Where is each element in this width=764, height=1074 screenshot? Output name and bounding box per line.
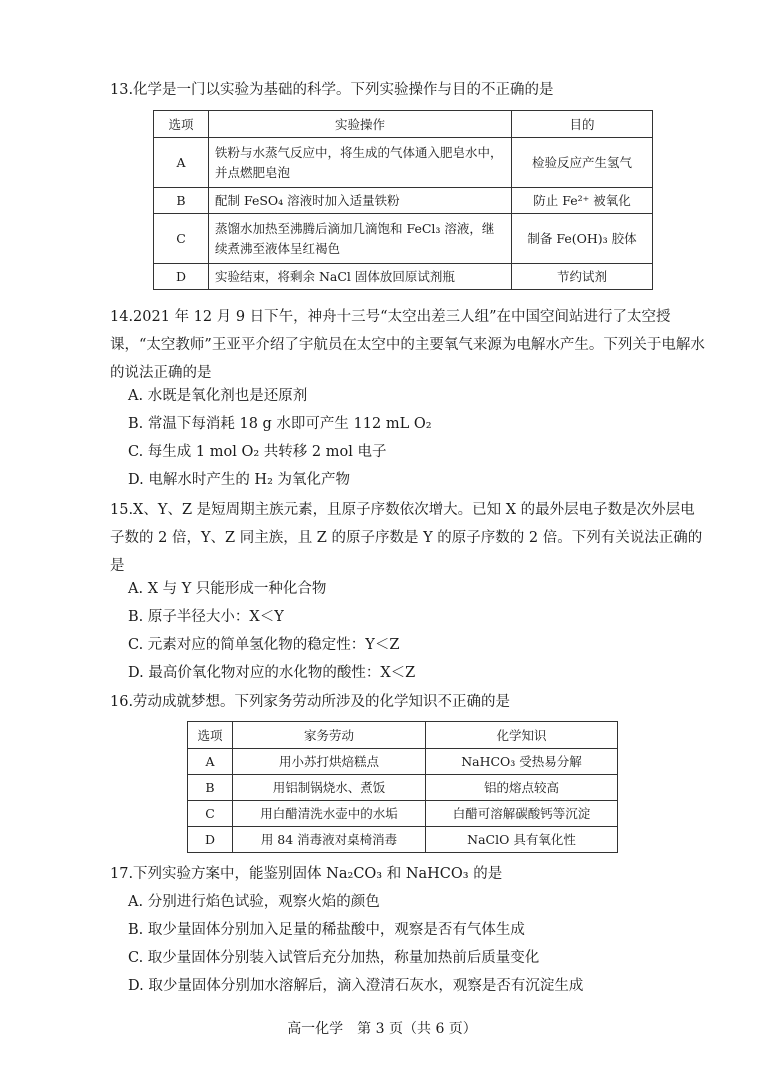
q13-table [153, 110, 653, 290]
row-purpose: 检验反应产生氢气 [512, 138, 653, 188]
table-row [188, 775, 618, 801]
row-knowledge: 白醋可溶解碳酸钙等沉淀 [426, 801, 618, 827]
row-option: D [154, 264, 209, 290]
q13-stem: 13.化学是一门以实验为基础的科学。下列实验操作与目的不正确的是 [110, 82, 554, 98]
q14-option-d: D. 电解水时产生的 H₂ 为氧化产物 [128, 472, 351, 488]
row-option: C [154, 214, 209, 264]
row-operation: 配制 FeSO₄ 溶液时加入适量铁粉 [209, 188, 512, 214]
q16-table [187, 721, 618, 853]
q14-stem [110, 303, 708, 387]
q15-option-c: C. 元素对应的简单氢化物的稳定性：Y＜Z [128, 637, 400, 653]
table-row [154, 264, 653, 290]
row-option: B [188, 775, 233, 801]
row-operation: 实验结束，将剩余 NaCl 固体放回原试剂瓶 [209, 264, 512, 290]
q14-stem-text: 14.2021 年 12 月 9 日下午，神舟十三号“太空出差三人组”在中国空间站进行了太空授课，“太空教师”王亚平介绍了宇航员在太空中的主要氧气来源为电解水产生。下列关于电解水的说法正确的是 [110, 309, 705, 381]
q14-option-c: C. 每生成 1 mol O₂ 共转移 2 mol 电子 [128, 444, 387, 460]
q15-stem [110, 496, 708, 580]
table-header-row [188, 722, 618, 749]
table-row [188, 801, 618, 827]
header-housework: 家务劳动 [233, 722, 426, 749]
table-row [154, 214, 653, 264]
row-knowledge: 铝的熔点较高 [426, 775, 618, 801]
row-housework: 用 84 消毒液对桌椅消毒 [233, 827, 426, 853]
row-operation: 铁粉与水蒸气反应中，将生成的气体通入肥皂水中，并点燃肥皂泡 [209, 138, 512, 188]
q14-option-a: A. 水既是氧化剂也是还原剂 [128, 388, 308, 404]
row-knowledge: NaHCO₃ 受热易分解 [426, 749, 618, 775]
row-option: B [154, 188, 209, 214]
row-housework: 用铝制锅烧水、煮饭 [233, 775, 426, 801]
header-purpose: 目的 [512, 111, 653, 138]
row-housework: 用小苏打烘焙糕点 [233, 749, 426, 775]
table-row [188, 827, 618, 853]
row-housework: 用白醋清洗水壶中的水垢 [233, 801, 426, 827]
header-option: 选项 [188, 722, 233, 749]
row-purpose: 节约试剂 [512, 264, 653, 290]
table-row [188, 749, 618, 775]
row-option: C [188, 801, 233, 827]
row-purpose: 防止 Fe²⁺ 被氧化 [512, 188, 653, 214]
q15-option-b: B. 原子半径大小：X＜Y [128, 609, 284, 625]
q17-option-a: A. 分别进行焰色试验，观察火焰的颜色 [128, 894, 380, 910]
row-option: A [188, 749, 233, 775]
header-option: 选项 [154, 111, 209, 138]
row-option: A [154, 138, 209, 188]
q17-option-b: B. 取少量固体分别加入足量的稀盐酸中，观察是否有气体生成 [128, 922, 525, 938]
q15-option-a: A. X 与 Y 只能形成一种化合物 [128, 581, 327, 597]
header-operation: 实验操作 [209, 111, 512, 138]
q16-stem: 16.劳动成就梦想。下列家务劳动所涉及的化学知识不正确的是 [110, 694, 511, 710]
table-header-row [154, 111, 653, 138]
q17-option-c: C. 取少量固体分别装入试管后充分加热，称量加热前后质量变化 [128, 950, 540, 966]
row-knowledge: NaClO 具有氧化性 [426, 827, 618, 853]
header-chem-knowledge: 化学知识 [426, 722, 618, 749]
row-operation: 蒸馏水加热至沸腾后滴加几滴饱和 FeCl₃ 溶液，继续煮沸至液体呈红褐色 [209, 214, 512, 264]
q15-stem-text: 15.X、Y、Z 是短周期主族元素，且原子序数依次增大。已知 X 的最外层电子数是次外层电子数的 2 倍，Y、Z 同主族，且 Z 的原子序数是 Y 的原子序数的 2 倍。下列有关说法正确的是 [110, 502, 703, 574]
q17-stem: 17.下列实验方案中，能鉴别固体 Na₂CO₃ 和 NaHCO₃ 的是 [110, 866, 503, 882]
q14-option-b: B. 常温下每消耗 18 g 水即可产生 112 mL O₂ [128, 416, 432, 432]
page-footer: 高一化学 第 3 页（共 6 页） [287, 1021, 477, 1037]
table-row [154, 138, 653, 188]
table-row [154, 188, 653, 214]
row-purpose: 制备 Fe(OH)₃ 胶体 [512, 214, 653, 264]
q17-option-d: D. 取少量固体分别加水溶解后，滴入澄清石灰水，观察是否有沉淀生成 [128, 978, 584, 994]
row-option: D [188, 827, 233, 853]
q15-option-d: D. 最高价氧化物对应的水化物的酸性：X＜Z [128, 665, 416, 681]
